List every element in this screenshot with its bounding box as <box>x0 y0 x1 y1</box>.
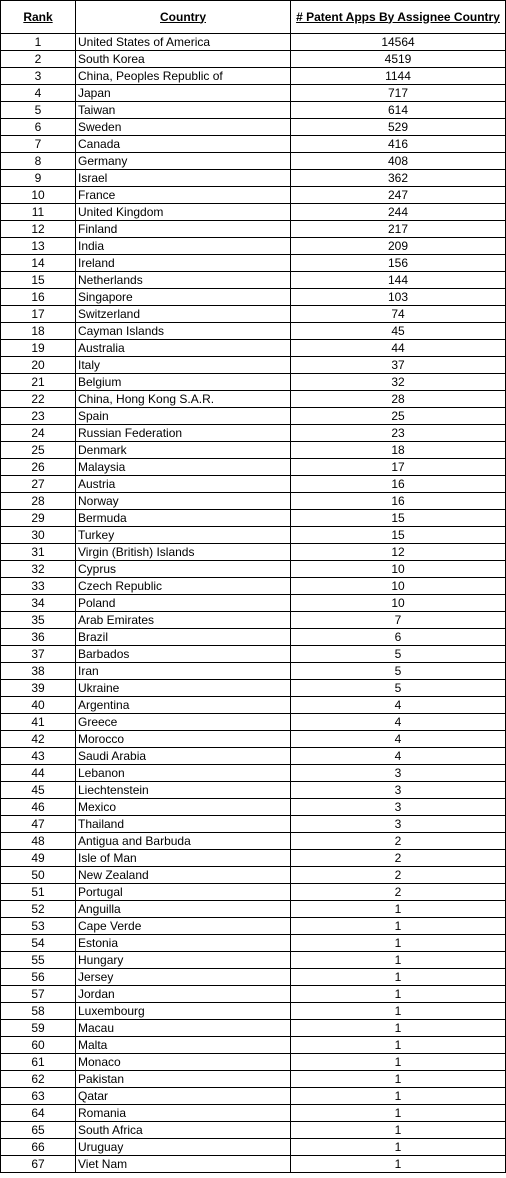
country-cell: Netherlands <box>76 272 291 289</box>
table-row <box>1 340 506 357</box>
country-cell: New Zealand <box>76 867 291 884</box>
patent-count-cell: 2 <box>291 833 506 850</box>
rank-cell: 47 <box>1 816 76 833</box>
rank-cell: 11 <box>1 204 76 221</box>
patent-count-cell: 28 <box>291 391 506 408</box>
rank-cell: 22 <box>1 391 76 408</box>
country-cell: Austria <box>76 476 291 493</box>
table-row <box>1 1122 506 1139</box>
patent-count-cell: 5 <box>291 646 506 663</box>
patent-count-cell: 16 <box>291 493 506 510</box>
table-row <box>1 1105 506 1122</box>
patent-count-cell: 18 <box>291 442 506 459</box>
patent-count-cell: 16 <box>291 476 506 493</box>
patent-count-cell: 3 <box>291 799 506 816</box>
country-cell: Singapore <box>76 289 291 306</box>
patent-count-cell: 1 <box>291 1054 506 1071</box>
country-cell: Spain <box>76 408 291 425</box>
country-cell: Poland <box>76 595 291 612</box>
rank-cell: 51 <box>1 884 76 901</box>
patent-count-cell: 1 <box>291 969 506 986</box>
patent-count-cell: 4 <box>291 748 506 765</box>
country-cell: Argentina <box>76 697 291 714</box>
rank-cell: 65 <box>1 1122 76 1139</box>
country-cell: Norway <box>76 493 291 510</box>
table-row <box>1 884 506 901</box>
rank-cell: 60 <box>1 1037 76 1054</box>
country-cell: Thailand <box>76 816 291 833</box>
country-cell: Romania <box>76 1105 291 1122</box>
header-patent-apps: # Patent Apps By Assignee Country <box>291 1 506 34</box>
rank-cell: 12 <box>1 221 76 238</box>
rank-cell: 32 <box>1 561 76 578</box>
table-row <box>1 1139 506 1156</box>
table-row <box>1 1054 506 1071</box>
rank-cell: 62 <box>1 1071 76 1088</box>
country-cell: France <box>76 187 291 204</box>
country-cell: Belgium <box>76 374 291 391</box>
patent-count-cell: 4 <box>291 697 506 714</box>
country-cell: Cape Verde <box>76 918 291 935</box>
table-row <box>1 544 506 561</box>
country-cell: Switzerland <box>76 306 291 323</box>
patent-count-cell: 3 <box>291 765 506 782</box>
table-row <box>1 510 506 527</box>
table-row <box>1 816 506 833</box>
rank-cell: 28 <box>1 493 76 510</box>
table-row <box>1 918 506 935</box>
table-row <box>1 833 506 850</box>
table-row <box>1 374 506 391</box>
patent-count-cell: 3 <box>291 782 506 799</box>
country-cell: Bermuda <box>76 510 291 527</box>
table-row <box>1 867 506 884</box>
table-row <box>1 459 506 476</box>
table-row <box>1 935 506 952</box>
table-row <box>1 680 506 697</box>
country-cell: Barbados <box>76 646 291 663</box>
table-row <box>1 187 506 204</box>
patent-count-cell: 44 <box>291 340 506 357</box>
rank-cell: 18 <box>1 323 76 340</box>
country-cell: Antigua and Barbuda <box>76 833 291 850</box>
rank-cell: 5 <box>1 102 76 119</box>
country-cell: Italy <box>76 357 291 374</box>
rank-cell: 26 <box>1 459 76 476</box>
country-cell: South Korea <box>76 51 291 68</box>
table-row <box>1 136 506 153</box>
patent-count-cell: 32 <box>291 374 506 391</box>
patent-count-cell: 12 <box>291 544 506 561</box>
rank-cell: 52 <box>1 901 76 918</box>
country-cell: Arab Emirates <box>76 612 291 629</box>
patent-count-cell: 247 <box>291 187 506 204</box>
rank-cell: 63 <box>1 1088 76 1105</box>
rank-cell: 61 <box>1 1054 76 1071</box>
rank-cell: 35 <box>1 612 76 629</box>
rank-cell: 59 <box>1 1020 76 1037</box>
country-cell: Canada <box>76 136 291 153</box>
country-cell: Pakistan <box>76 1071 291 1088</box>
patent-count-cell: 1 <box>291 952 506 969</box>
country-cell: Greece <box>76 714 291 731</box>
country-cell: Uruguay <box>76 1139 291 1156</box>
country-cell: Russian Federation <box>76 425 291 442</box>
patent-count-cell: 10 <box>291 561 506 578</box>
table-row <box>1 238 506 255</box>
rank-cell: 36 <box>1 629 76 646</box>
table-row <box>1 408 506 425</box>
rank-cell: 27 <box>1 476 76 493</box>
country-cell: Brazil <box>76 629 291 646</box>
patent-count-cell: 103 <box>291 289 506 306</box>
country-cell: Morocco <box>76 731 291 748</box>
table-row <box>1 969 506 986</box>
patent-count-cell: 529 <box>291 119 506 136</box>
rank-cell: 6 <box>1 119 76 136</box>
country-cell: Isle of Man <box>76 850 291 867</box>
rank-cell: 67 <box>1 1156 76 1173</box>
patent-count-cell: 1 <box>291 901 506 918</box>
table-row <box>1 51 506 68</box>
rank-cell: 44 <box>1 765 76 782</box>
country-cell: Jersey <box>76 969 291 986</box>
table-row <box>1 119 506 136</box>
table-row <box>1 323 506 340</box>
table-row <box>1 357 506 374</box>
patent-count-cell: 74 <box>291 306 506 323</box>
rank-cell: 66 <box>1 1139 76 1156</box>
table-row <box>1 850 506 867</box>
table-row <box>1 1088 506 1105</box>
patent-count-cell: 7 <box>291 612 506 629</box>
table-row <box>1 85 506 102</box>
country-cell: Finland <box>76 221 291 238</box>
rank-cell: 16 <box>1 289 76 306</box>
patent-count-cell: 1144 <box>291 68 506 85</box>
rank-cell: 50 <box>1 867 76 884</box>
rank-cell: 30 <box>1 527 76 544</box>
country-cell: Japan <box>76 85 291 102</box>
country-cell: Qatar <box>76 1088 291 1105</box>
patent-count-cell: 17 <box>291 459 506 476</box>
rank-cell: 9 <box>1 170 76 187</box>
rank-cell: 57 <box>1 986 76 1003</box>
rank-cell: 42 <box>1 731 76 748</box>
rank-cell: 39 <box>1 680 76 697</box>
country-cell: China, Hong Kong S.A.R. <box>76 391 291 408</box>
country-cell: Sweden <box>76 119 291 136</box>
patent-count-cell: 1 <box>291 1037 506 1054</box>
patent-count-cell: 244 <box>291 204 506 221</box>
rank-cell: 64 <box>1 1105 76 1122</box>
patent-count-cell: 25 <box>291 408 506 425</box>
table-row <box>1 578 506 595</box>
country-cell: Denmark <box>76 442 291 459</box>
rank-cell: 45 <box>1 782 76 799</box>
table-row <box>1 782 506 799</box>
rank-cell: 20 <box>1 357 76 374</box>
country-cell: India <box>76 238 291 255</box>
patent-count-cell: 1 <box>291 1122 506 1139</box>
rank-cell: 53 <box>1 918 76 935</box>
rank-cell: 54 <box>1 935 76 952</box>
table-row <box>1 221 506 238</box>
rank-cell: 25 <box>1 442 76 459</box>
country-cell: Ireland <box>76 255 291 272</box>
patent-count-cell: 37 <box>291 357 506 374</box>
country-cell: Australia <box>76 340 291 357</box>
patent-count-cell: 144 <box>291 272 506 289</box>
patent-count-cell: 614 <box>291 102 506 119</box>
country-cell: Monaco <box>76 1054 291 1071</box>
patent-count-cell: 1 <box>291 1020 506 1037</box>
table-row <box>1 612 506 629</box>
rank-cell: 7 <box>1 136 76 153</box>
header-row <box>1 1 506 34</box>
patent-count-cell: 416 <box>291 136 506 153</box>
country-cell: Jordan <box>76 986 291 1003</box>
rank-cell: 55 <box>1 952 76 969</box>
patent-count-cell: 3 <box>291 816 506 833</box>
patent-count-cell: 1 <box>291 935 506 952</box>
country-cell: Israel <box>76 170 291 187</box>
patent-count-cell: 23 <box>291 425 506 442</box>
country-cell: United Kingdom <box>76 204 291 221</box>
rank-cell: 19 <box>1 340 76 357</box>
country-cell: Cayman Islands <box>76 323 291 340</box>
table-row <box>1 493 506 510</box>
table-row <box>1 1071 506 1088</box>
patent-count-cell: 45 <box>291 323 506 340</box>
country-cell: Malaysia <box>76 459 291 476</box>
country-cell: Macau <box>76 1020 291 1037</box>
table-body <box>1 34 506 1173</box>
table-row <box>1 289 506 306</box>
patent-count-cell: 4519 <box>291 51 506 68</box>
table-row <box>1 799 506 816</box>
rank-cell: 37 <box>1 646 76 663</box>
table-row <box>1 153 506 170</box>
table-row <box>1 34 506 51</box>
patent-count-cell: 1 <box>291 918 506 935</box>
rank-cell: 17 <box>1 306 76 323</box>
patent-count-cell: 10 <box>291 595 506 612</box>
table-row <box>1 952 506 969</box>
patent-count-cell: 1 <box>291 1139 506 1156</box>
rank-cell: 21 <box>1 374 76 391</box>
rank-cell: 2 <box>1 51 76 68</box>
table-row <box>1 255 506 272</box>
country-cell: Czech Republic <box>76 578 291 595</box>
country-cell: Malta <box>76 1037 291 1054</box>
rank-cell: 41 <box>1 714 76 731</box>
table-row <box>1 306 506 323</box>
rank-cell: 23 <box>1 408 76 425</box>
header-country: Country <box>76 1 291 34</box>
table-row <box>1 986 506 1003</box>
patent-count-cell: 2 <box>291 867 506 884</box>
country-cell: South Africa <box>76 1122 291 1139</box>
rank-cell: 14 <box>1 255 76 272</box>
country-cell: China, Peoples Republic of <box>76 68 291 85</box>
country-cell: Estonia <box>76 935 291 952</box>
patent-count-cell: 1 <box>291 1003 506 1020</box>
table-row <box>1 1156 506 1173</box>
rank-cell: 43 <box>1 748 76 765</box>
patent-count-cell: 4 <box>291 714 506 731</box>
country-cell: Cyprus <box>76 561 291 578</box>
patent-count-cell: 14564 <box>291 34 506 51</box>
patent-count-cell: 5 <box>291 680 506 697</box>
patent-count-cell: 4 <box>291 731 506 748</box>
rank-cell: 3 <box>1 68 76 85</box>
rank-cell: 40 <box>1 697 76 714</box>
table-row <box>1 595 506 612</box>
patent-count-cell: 15 <box>291 527 506 544</box>
patent-count-cell: 1 <box>291 1105 506 1122</box>
rank-cell: 13 <box>1 238 76 255</box>
country-cell: Anguilla <box>76 901 291 918</box>
patent-count-cell: 10 <box>291 578 506 595</box>
header-rank: Rank <box>1 1 76 34</box>
table-row <box>1 1020 506 1037</box>
rank-cell: 56 <box>1 969 76 986</box>
table-row <box>1 646 506 663</box>
patent-count-cell: 1 <box>291 986 506 1003</box>
country-cell: Liechtenstein <box>76 782 291 799</box>
rank-cell: 46 <box>1 799 76 816</box>
rank-cell: 49 <box>1 850 76 867</box>
rank-cell: 8 <box>1 153 76 170</box>
country-cell: Lebanon <box>76 765 291 782</box>
table-row <box>1 765 506 782</box>
table-row <box>1 731 506 748</box>
country-cell: Turkey <box>76 527 291 544</box>
rank-cell: 58 <box>1 1003 76 1020</box>
table-row <box>1 714 506 731</box>
country-cell: Iran <box>76 663 291 680</box>
rank-cell: 33 <box>1 578 76 595</box>
patent-count-cell: 156 <box>291 255 506 272</box>
rank-cell: 10 <box>1 187 76 204</box>
rank-cell: 29 <box>1 510 76 527</box>
table-row <box>1 697 506 714</box>
rank-cell: 38 <box>1 663 76 680</box>
rank-cell: 34 <box>1 595 76 612</box>
country-cell: Saudi Arabia <box>76 748 291 765</box>
table-row <box>1 1037 506 1054</box>
country-cell: Luxembourg <box>76 1003 291 1020</box>
country-cell: Taiwan <box>76 102 291 119</box>
rank-cell: 1 <box>1 34 76 51</box>
table-row <box>1 102 506 119</box>
country-cell: Portugal <box>76 884 291 901</box>
country-cell: Hungary <box>76 952 291 969</box>
patent-count-cell: 408 <box>291 153 506 170</box>
country-cell: United States of America <box>76 34 291 51</box>
patent-count-cell: 6 <box>291 629 506 646</box>
patent-count-cell: 362 <box>291 170 506 187</box>
rank-cell: 31 <box>1 544 76 561</box>
table-row <box>1 68 506 85</box>
table-row <box>1 629 506 646</box>
table-row <box>1 272 506 289</box>
patent-count-cell: 717 <box>291 85 506 102</box>
country-cell: Germany <box>76 153 291 170</box>
rank-cell: 4 <box>1 85 76 102</box>
table-row <box>1 204 506 221</box>
patent-count-cell: 5 <box>291 663 506 680</box>
patent-count-cell: 217 <box>291 221 506 238</box>
rank-cell: 24 <box>1 425 76 442</box>
patent-count-cell: 1 <box>291 1071 506 1088</box>
patent-count-cell: 1 <box>291 1156 506 1173</box>
patent-count-cell: 15 <box>291 510 506 527</box>
table-row <box>1 425 506 442</box>
table-row <box>1 901 506 918</box>
table-row <box>1 748 506 765</box>
country-cell: Mexico <box>76 799 291 816</box>
patent-count-cell: 1 <box>291 1088 506 1105</box>
patent-count-cell: 2 <box>291 884 506 901</box>
table-row <box>1 527 506 544</box>
table-row <box>1 442 506 459</box>
table-row <box>1 1003 506 1020</box>
table-row <box>1 170 506 187</box>
country-cell: Viet Nam <box>76 1156 291 1173</box>
country-cell: Ukraine <box>76 680 291 697</box>
table-row <box>1 476 506 493</box>
patent-count-cell: 2 <box>291 850 506 867</box>
patent-count-cell: 209 <box>291 238 506 255</box>
rank-cell: 48 <box>1 833 76 850</box>
table-row <box>1 391 506 408</box>
country-cell: Virgin (British) Islands <box>76 544 291 561</box>
rank-cell: 15 <box>1 272 76 289</box>
table-row <box>1 663 506 680</box>
table-row <box>1 561 506 578</box>
